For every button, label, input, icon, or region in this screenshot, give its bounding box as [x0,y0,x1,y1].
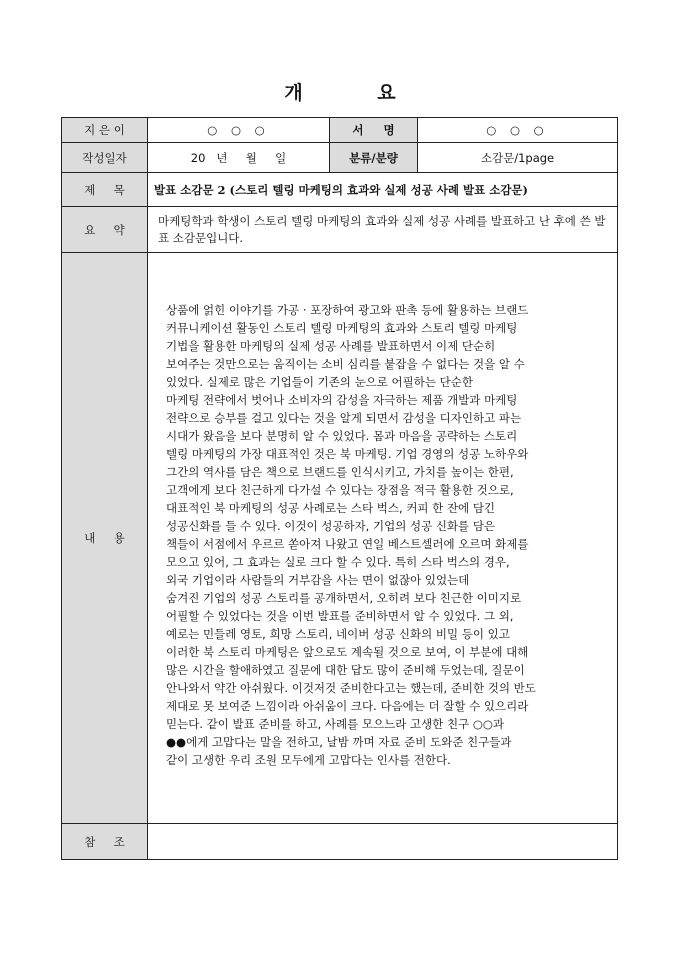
table-row-subject [62,173,618,207]
table-row-reference [62,824,618,860]
subject-label: 제 목 [62,173,148,207]
content-paragraph: 상품에 얽힌 이야기를 가공 · 포장하여 광고와 판촉 등에 활용하는 브랜드 커뮤니케이션 활동인 스토리 텔링 마케팅의 효과와 스토리 텔링 마케팅 기법을 활용한 마케팅의 실제 성공 사례를 발표하면서 이제 단순히 보여주는 것만으로는 움직이는 소비 심리를 붙잡을 수 없다는 것을 알 수 있었다. 실제로 많은 기업들이 기존의 눈으로 어필하는 단순한 마케팅 전략에서 벗어나 소비자의 감성을 자극하는 제품 개발과 마케팅 전략으로 승부를 걸고 있다는 것을 알게 되면서 감성을 디자인하고 파는 시대가 왔음을 보다 분명히 알 수 있었다. 몸과 마음을 공략하는 스토리 텔링 마케팅의 가장 대표적인 것은 북 마케팅. 기업 경영의 성공 노하우와 그간의 역사를 담은 책으로 브랜드를 인식시키고, 가치를 높이는 한편, 고객에게 보다 친근하게 다가설 수 있다는 장점을 적극 활용한 것으로, 대표적인 북 마케팅의 성공 사례로는 스타 벅스, 커피 한 잔에 담긴 성공신화를 들 수 있다. 이것이 성공하자, 기업의 성공 신화를 담은 책들이 서점에서 우르르 쏟아져 나왔고 연일 베스트셀러에 오르며 화제를 모으고 있어, 그 효과는 실로 크다 할 수 있다. 특히 스타 벅스의 경우, 외국 기업이라 사람들의 거부감을 사는 면이 없잖아 있었는데 숨겨진 기업의 성공 스토리를 공개하면서, 오히려 보다 친근한 이미지로 어필할 수 있었다는 것을 이번 발표를 준비하면서 알 수 있었다. 그 외, 예로는 민들레 영토, 희망 스토리, 네이버 성공 신화의 비밀 등이 있고 이러한 북 스토리 마케팅은 앞으로도 계속될 것으로 보여, 이 부분에 대해 많은 시간을 할애하였고 질문에 대한 답도 많이 준비해 두었는데, 질문이 안나와서 약간 아쉬웠다. 이것저것 준비한다고는 했는데, 준비한 것의 반도 제대로 못 보여준 느낌이라 아쉬움이 크다. 다음에는 더 잘할 수 있으리라 믿는다. 같이 발표 준비를 하고, 사례를 모으느라 고생한 친구 ○○과 ●●에게 고맙다는 말을 전하고, 날밤 까며 자료 준비 도와준 친구들과 같이 고생한 우리 조원 모두에게 고맙다는 인사를 전한다. [166,303,536,767]
category-label: 분류/분량 [330,143,418,173]
reference-value [148,824,618,860]
table-row-content [62,253,618,824]
content-body [148,253,618,824]
summary-form-table [61,117,618,860]
book-title-value: ○ ○ ○ [418,118,618,143]
author-label: 지 은 이 [62,118,148,143]
table-row-author [62,118,618,143]
table-row-date [62,143,618,173]
document-title: 개 요 [284,82,430,104]
book-title-label: 서 명 [330,118,418,143]
subject-value: 발표 소감문 2 (스토리 텔링 마케팅의 효과와 실제 성공 사례 발표 소감문) [148,173,618,207]
reference-label: 참 조 [62,824,148,860]
summary-value: 마케팅학과 학생이 스토리 텔링 마케팅의 효과와 실제 성공 사례를 발표하고 난 후에 쓴 발표 소감문입니다. [148,207,618,253]
date-label: 작성일자 [62,143,148,173]
category-value: 소감문/1page [418,143,618,173]
summary-label: 요 약 [62,207,148,253]
author-value: ○ ○ ○ [148,118,330,143]
content-label: 내 용 [62,253,148,824]
table-row-summary [62,207,618,253]
date-value: 20 년 월 일 [148,143,330,173]
